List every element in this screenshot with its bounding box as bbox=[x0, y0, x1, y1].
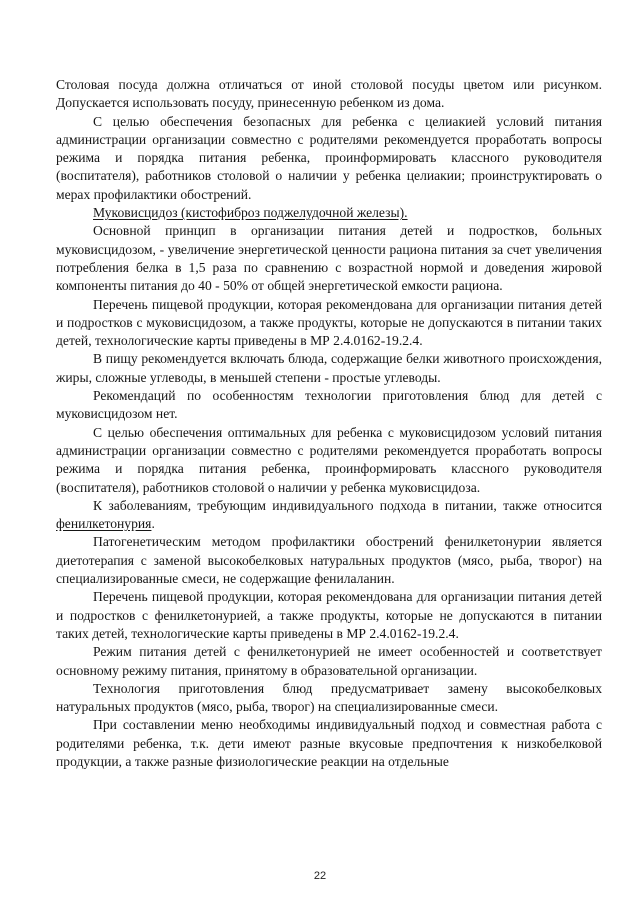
pku-intro-text: К заболеваниям, требующим индивидуального подхода в питании, также относится bbox=[93, 497, 602, 513]
paragraph-pku-regime: Режим питания детей с фенилкетонурией не имеет особенностей и соответствует основному режиму питания, принятому в образовательной организации. bbox=[56, 644, 602, 678]
section-heading-cystic-fibrosis bbox=[56, 204, 602, 222]
body-text bbox=[56, 76, 602, 771]
paragraph-pku-intro bbox=[56, 497, 602, 534]
pku-intro-period: . bbox=[151, 516, 155, 532]
paragraph-tableware: Столовая посуда должна отличаться от иной столовой посуды цветом или рисунком. Допускается использовать посуду, принесенную ребенком из дома. bbox=[56, 77, 602, 111]
page-number: 22 bbox=[313, 870, 327, 882]
paragraph-pku-technology: Технология приготовления блюд предусматривает замену высокобелковых натуральных продуктов (мясо, рыба, творог) на специализированные смеси. bbox=[56, 680, 602, 715]
paragraph-cf-conditions: С целью обеспечения оптимальных для ребенка с муковисцидозом условий питания администрации организации совместно с родителями рекомендуется проработать вопросы режима и порядка питания ребенка, проинформировать классного руководителя (воспитателя), работников столовой о наличии у ребенка муковисцидоза. bbox=[56, 424, 602, 495]
paragraph-celiac-safety: С целью обеспечения безопасных для ребенка с целиакией условий питания администрации организации совместно с родителями рекомендуется проработать вопросы режима и порядка питания ребенка, проинформировать классного руководителя (воспитателя), работников столовой о наличии у ребенка целиакии; проинструктировать о мерах профилактики обострений. bbox=[56, 113, 602, 202]
paragraph-pku-dietotherapy: Патогенетическим методом профилактики обострений фенилкетонурии является диетотерапия с заменой высокобелковых натуральных продуктов (мясо, рыба, творог) на специализированные смеси, не содержащие фенилаланин. bbox=[56, 534, 602, 587]
paragraph-cf-principle: Основной принцип в организации питания детей и подростков, больных муковисцидозом, - увеличение энергетической ценности рациона питания за счет увеличения потребления белка в 1,5 раза по сравнению с возрастной нормой и доведения жировой компоненты питания до 40 - 50% от общей энергетической емкости рациона. bbox=[56, 223, 602, 294]
paragraph-pku-menu: При составлении меню необходимы индивидуальный подход и совместная работа с родителями ребенка, т.к. дети имеют разные вкусовые предпочтения к низкобелковой продукции, а также разные физиологические реакции на отдельные bbox=[56, 717, 602, 769]
heading-text: Муковисцидоз (кистофиброз поджелудочной железы). bbox=[93, 205, 408, 221]
paragraph-cf-recommended-dishes: В пищу рекомендуется включать блюда, содержащие белки животного происхождения, жиры, сложные углеводы, в меньшей степени - простые углеводы. bbox=[56, 351, 602, 385]
paragraph-pku-product-list: Перечень пищевой продукции, которая рекомендована для организации питания детей и подростков с фенилкетонурией, а также продукты, которые не допускаются в питании таких детей, технологические карты приведены в МР 2.4.0162-19.2.4. bbox=[56, 589, 602, 641]
paragraph-cf-product-list: Перечень пищевой продукции, которая рекомендована для организации питания детей и подростков с муковисцидозом, а также продукты, которые не допускаются в питании таких детей, технологические карты приведены в МР 2.4.0162-19.2.4. bbox=[56, 296, 602, 349]
paragraph-cf-technology: Рекомендаций по особенностям технологии приготовления блюд для детей с муковисцидозом нет. bbox=[56, 388, 602, 422]
pku-term: фенилкетонурия bbox=[56, 516, 152, 532]
